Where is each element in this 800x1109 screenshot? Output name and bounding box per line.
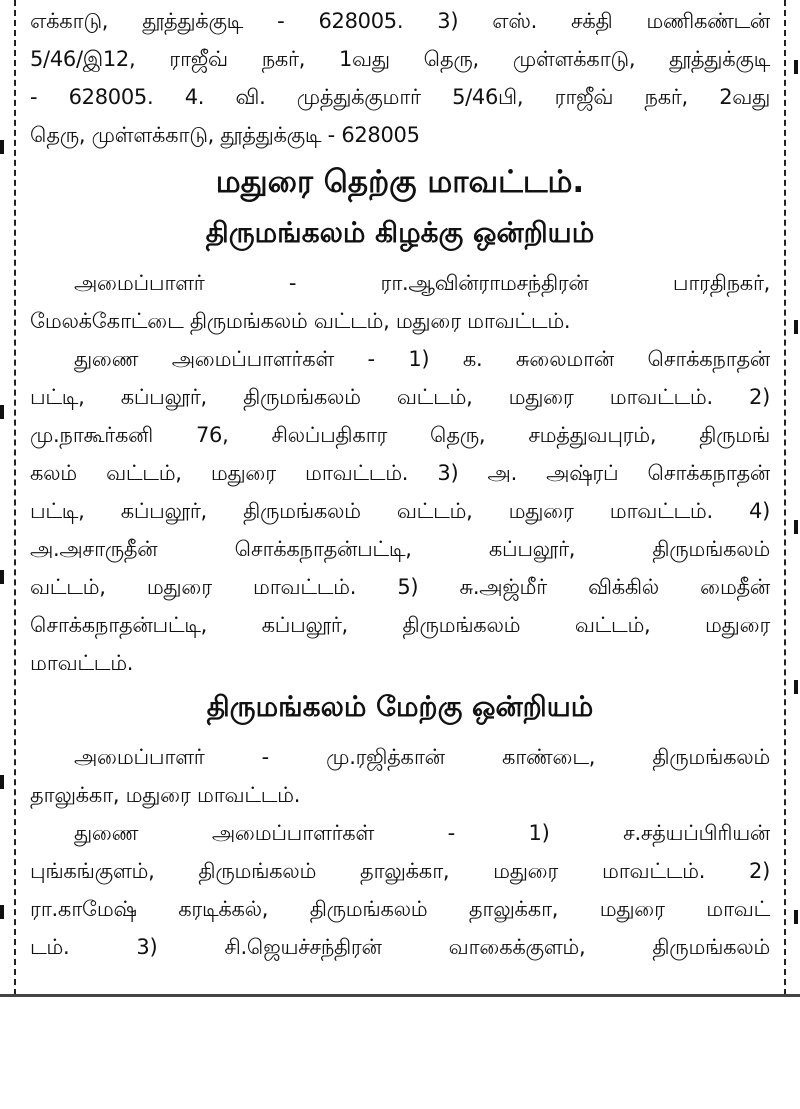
district-heading: மதுரை தெற்கு மாவட்டம். [215, 164, 585, 200]
text-line: கலம் வட்டம், மதுரை மாவட்டம். 3) அ. அஷ்ரப் சொக்கநாதன் [30, 461, 770, 485]
text-line: மாவட்டம். [30, 651, 134, 675]
text-line: வட்டம், மதுரை மாவட்டம். 5) சு.அஜ்மீர் விக்கில் மைதீன் [30, 575, 770, 599]
text-line: மு.நாகூர்கனி 76, சிலப்பதிகார தெரு, சமத்துவபுரம், திருமங் [30, 423, 770, 447]
text-line: துணை அமைப்பாளர்கள் - 1) க. சுலைமான் சொக்கநாதன் [74, 347, 770, 371]
organizer-paragraph [30, 264, 770, 340]
text-line: அமைப்பாளர் - ரா.ஆவின்ராமசந்திரன் பாரதிநகர், [74, 271, 770, 295]
edge-mark [0, 570, 4, 584]
organizer-paragraph [30, 738, 770, 814]
text-line: புங்கங்குளம், திருமங்கலம் தாலுக்கா, மதுரை மாவட்டம். 2) [30, 859, 770, 883]
text-line: சொக்கநாதன்பட்டி, கப்பலூர், திருமங்கலம் வட்டம், மதுரை [30, 613, 770, 637]
edge-mark [0, 775, 4, 789]
edge-mark [794, 520, 798, 534]
text-line: டம். 3) சி.ஜெயச்சந்திரன் வாகைக்குளம், திருமங்கலம் [30, 935, 770, 959]
article-column [30, 2, 770, 966]
text-line: பட்டி, கப்பலூர், திருமங்கலம் வட்டம், மதுரை மாவட்டம். 2) [30, 385, 770, 409]
text-line: தாலுக்கா, மதுரை மாவட்டம். [30, 783, 301, 807]
text-line: தெரு, முள்ளக்காடு, தூத்துக்குடி - 628005 [30, 123, 420, 147]
edge-mark [794, 320, 798, 334]
left-column-rule [14, 0, 16, 995]
text-line: பட்டி, கப்பலூர், திருமங்கலம் வட்டம், மதுரை மாவட்டம். 4) [30, 499, 770, 523]
deputy-paragraph [30, 340, 770, 682]
edge-mark [794, 680, 798, 694]
intro-paragraph [30, 2, 770, 154]
right-column-rule [784, 0, 786, 995]
edge-mark [794, 60, 798, 74]
text-line: 5/46/இ12, ராஜீவ் நகர், 1வது தெரு, முள்ளக்காடு, தூத்துக்குடி [30, 47, 770, 71]
edge-mark [0, 405, 4, 419]
edge-mark [794, 910, 798, 924]
text-line: அமைப்பாளர் - மு.ரஜித்கான் காண்டை, திருமங்கலம் [74, 745, 770, 769]
section-heading-west: திருமங்கலம் மேற்கு ஒன்றியம் [206, 690, 594, 723]
blank-margin [0, 997, 800, 1109]
section-heading-east: திருமங்கலம் கிழக்கு ஒன்றியம் [205, 216, 595, 249]
edge-mark [0, 905, 4, 919]
deputy-paragraph [30, 814, 770, 966]
text-line: அ.அசாருதீன் சொக்கநாதன்பட்டி, கப்பலூர், திருமங்கலம் [30, 537, 770, 561]
text-line: - 628005. 4. வி. முத்துக்குமார் 5/46பி, ராஜீவ் நகர், 2வது [30, 85, 770, 109]
edge-mark [0, 140, 4, 154]
text-line: துணை அமைப்பாளர்கள் - 1) ச.சத்யப்பிரியன் [74, 821, 770, 845]
text-line: எக்காடு, தூத்துக்குடி - 628005. 3) எஸ். சக்தி மணிகண்டன் [30, 9, 770, 33]
text-line: ரா.காமேஷ் கரடிக்கல், திருமங்கலம் தாலுக்கா, மதுரை மாவட் [30, 897, 770, 921]
text-line: மேலக்கோட்டை திருமங்கலம் வட்டம், மதுரை மாவட்டம். [30, 309, 571, 333]
